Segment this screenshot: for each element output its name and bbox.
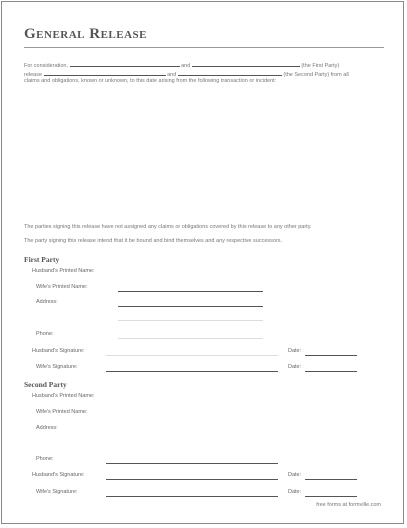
intro-line-2 [24,69,349,78]
second-wife-date-field[interactable] [305,496,357,497]
first-wife-printed-field[interactable] [118,291,263,292]
intro-line-1 [24,60,339,69]
second-husband-date-label: Date: [288,472,302,478]
first-wife-date-field[interactable] [305,371,357,372]
first-phone-label: Phone: [36,331,54,337]
second-address-label: Address: [36,425,58,431]
first-wife-signature-field[interactable] [106,371,278,372]
intro-text: For consideration, [24,63,69,69]
second-party-heading: Second Party [24,380,67,389]
intro-text: (the Second Party) from all [283,72,349,78]
first-party-name-field-2[interactable] [192,60,300,67]
transaction-description-area[interactable] [24,90,384,216]
first-address-label: Address: [36,299,58,305]
second-wife-signature-label: Wife's Signature: [36,489,78,495]
first-party-name-field[interactable] [70,60,180,67]
intro-text: and [181,63,191,69]
first-address-field-2[interactable] [118,320,263,321]
intro-text: and [167,72,177,78]
first-address-field[interactable] [118,306,263,307]
intro-line-3: claims and obligations, known or unknown, to this date arising from the following transaction or incident: [24,78,277,84]
title-divider [24,47,384,48]
intro-text: release [24,72,43,78]
second-party-name-field-2[interactable] [178,69,282,76]
page-title: General Release [24,26,148,42]
second-phone-field[interactable] [106,463,278,464]
first-husband-signature-field[interactable] [106,355,278,356]
footer-credit: free forms at formville.com [316,502,381,508]
second-wife-date-label: Date: [288,489,302,495]
release-form-page [1,1,404,524]
second-phone-label: Phone: [36,456,54,462]
second-husband-printed-label: Husband's Printed Name: [32,393,95,399]
closing-statement-1: The parties signing this release have not assigned any claims or obligations covered by this release to any other party. [24,224,312,230]
first-husband-signature-label: Husband's Signature: [32,348,85,354]
intro-text: (the First Party) [301,63,340,69]
second-party-name-field[interactable] [44,69,166,76]
second-husband-signature-label: Husband's Signature: [32,472,85,478]
first-phone-field[interactable] [118,338,263,339]
first-husband-date-field[interactable] [305,355,357,356]
second-husband-date-field[interactable] [305,479,357,480]
first-wife-printed-label: Wife's Printed Name: [36,284,88,290]
first-wife-date-label: Date: [288,364,302,370]
first-husband-date-label: Date: [288,348,302,354]
first-husband-printed-label: Husband's Printed Name: [32,268,95,274]
second-wife-signature-field[interactable] [106,496,278,497]
second-wife-printed-label: Wife's Printed Name: [36,409,88,415]
first-wife-signature-label: Wife's Signature: [36,364,78,370]
first-party-heading: First Party [24,255,60,264]
closing-statement-2: The party signing this release intend that it be bound and bind themselves and any respective successors. [24,238,283,244]
second-husband-signature-field[interactable] [106,479,278,480]
